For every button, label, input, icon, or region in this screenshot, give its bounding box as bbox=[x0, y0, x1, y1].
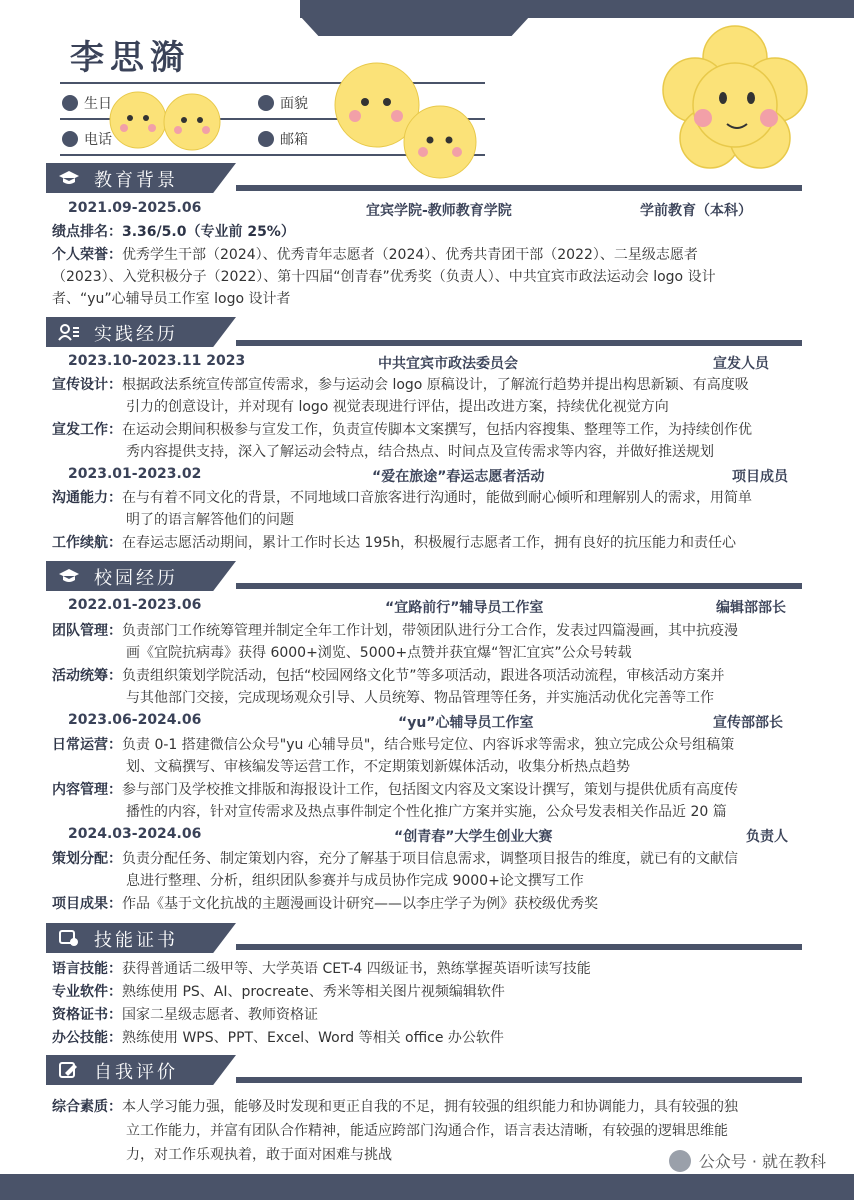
campus2-ops-label: 日常运营： bbox=[52, 737, 122, 753]
section-practice-header bbox=[46, 317, 246, 347]
campus2-org: “yu”心辅导员工作室 bbox=[398, 715, 534, 731]
skills-office-row bbox=[52, 1027, 797, 1049]
campus2-ops-text-1: 负责 0-1 搭建微信公众号"yu 心辅导员"，结合账号定位、内容诉求等需求，独立完成公众号组稿策 bbox=[122, 737, 735, 753]
pencil-icon bbox=[58, 1061, 80, 1079]
practice1-design-row bbox=[52, 374, 797, 396]
people-icon bbox=[58, 323, 80, 341]
campus3-org: “创青春”大学生创业大赛 bbox=[394, 829, 553, 845]
practice1-promo-text-1: 在运动会期间积极参与宣发工作，负责宣传脚本文案撰写，包括内容搜集、整理等工作，为持续创作优 bbox=[122, 422, 752, 438]
top-decor-tab bbox=[300, 16, 530, 36]
section-self-rule bbox=[236, 1077, 802, 1083]
practice1-promo-text-2: 秀内容提供支持，深入了解运动会特点，结合热点、时间点及宣传需求等内容，并做好推送规划 bbox=[126, 444, 714, 460]
practice2-comm-text-2: 明了的语言解答他们的问题 bbox=[126, 512, 294, 528]
practice2-org: “爱在旅途”春运志愿者活动 bbox=[372, 469, 545, 485]
section-campus-rule bbox=[236, 583, 802, 589]
practice1-design-text-2: 引力的创意设计，并对现有 logo 视觉表现进行评估，提出改进方案，持续优化视觉方向 bbox=[126, 399, 669, 415]
section-skills-title: 技能证书 bbox=[94, 930, 178, 951]
skills-office-label: 办公技能： bbox=[52, 1030, 122, 1046]
self-text-2: 立工作能力，并富有团队合作精神，能适应跨部门沟通合作，语言表达清晰，有较强的逻辑思维能 bbox=[126, 1123, 728, 1139]
campus3-result-text-1: 作品《基于文化抗战的主题漫画设计研究——以李庄学子为例》获校级优秀奖 bbox=[122, 896, 598, 912]
flower-sticker-small bbox=[100, 78, 230, 163]
campus3-plan-text-1: 负责分配任务、制定策划内容，充分了解基于项目信息需求，调整项目报告的维度，就已有的文献信 bbox=[122, 851, 738, 867]
campus1-team-label: 团队管理： bbox=[52, 623, 122, 639]
rank-value: 3.36/5.0（专业前 25%） bbox=[122, 224, 295, 240]
email-field bbox=[258, 129, 308, 149]
section-practice-rule bbox=[236, 340, 802, 346]
certificate-icon bbox=[58, 929, 80, 947]
practice1-promo-label: 宣发工作： bbox=[52, 422, 122, 438]
practice1-design-text-1: 根据政法系统宣传部宣传需求，参与运动会 logo 原稿设计，了解流行趋势并提出构思新颖、有高度吸 bbox=[122, 377, 749, 393]
campus2-content-text-2: 播性的内容，针对宣传需求及热点事件制定个性化推广方案并实施，公众号发表相关作品近 20 篇 bbox=[126, 804, 727, 820]
campus3-result-row bbox=[52, 893, 797, 915]
skills-cert-row bbox=[52, 1004, 797, 1026]
phone-icon bbox=[62, 131, 78, 147]
education-rank-row bbox=[52, 221, 797, 243]
section-education-title: 教育背景 bbox=[94, 170, 178, 191]
campus3-result-label: 项目成果： bbox=[52, 896, 122, 912]
education-date: 2021.09-2025.06 bbox=[68, 200, 202, 216]
education-major: 学前教育（本科） bbox=[640, 203, 752, 219]
education-honor-row bbox=[52, 244, 797, 266]
campus2-content-row bbox=[52, 779, 797, 801]
campus3-plan-text-2: 息进行整理、分析，组织团队参赛并与成员协作完成 9000+论文撰写工作 bbox=[126, 873, 584, 889]
mail-icon bbox=[258, 131, 274, 147]
skills-office-text: 熟练使用 WPS、PPT、Excel、Word 等相关 office 办公软件 bbox=[122, 1030, 504, 1046]
graduation-cap-icon bbox=[58, 169, 80, 187]
campus2-content-text-1: 参与部门及学校推文排版和海报设计工作，包括图文内容及文案设计撰写，策划与提供优质有高度传 bbox=[122, 782, 738, 798]
location-icon bbox=[258, 95, 274, 111]
practice2-work-label: 工作续航： bbox=[52, 535, 122, 551]
section-skills-header bbox=[46, 923, 246, 953]
skills-lang-row bbox=[52, 958, 797, 980]
skills-cert-label: 资格证书： bbox=[52, 1007, 122, 1023]
campus2-ops-text-2: 划、文稿撰写、审核编发等运营工作，不定期策划新媒体活动，收集分析热点趋势 bbox=[126, 759, 630, 775]
practice1-date: 2023.10-2023.11 2023 bbox=[68, 353, 246, 369]
graduation-cap-icon bbox=[58, 567, 80, 585]
self-label: 综合素质： bbox=[52, 1099, 122, 1115]
skills-soft-label: 专业软件： bbox=[52, 984, 122, 1000]
bottom-decor-bar bbox=[0, 1174, 854, 1200]
practice1-design-label: 宣传设计： bbox=[52, 377, 122, 393]
resume-name: 李思漪 bbox=[70, 38, 190, 78]
campus2-ops-row bbox=[52, 734, 797, 756]
email-label: 邮箱 bbox=[280, 132, 308, 148]
campus3-role: 负责人 bbox=[746, 829, 788, 845]
campus1-event-label: 活动统筹： bbox=[52, 668, 122, 684]
education-school: 宜宾学院-教师教育学院 bbox=[366, 203, 512, 219]
campus1-team-text-2: 画《宜院抗病毒》获得 6000+浏览、5000+点赞并获宜爆“智汇宜宾”公众号转载 bbox=[126, 645, 632, 661]
political-label: 面貌 bbox=[280, 96, 308, 112]
campus2-date: 2023.06-2024.06 bbox=[68, 712, 202, 728]
honor-text-2: （2023）、入党积极分子（2022）、第十四届“创青春”优秀奖（负责人）、中共宜宾市政法运动会 logo 设计 bbox=[52, 269, 716, 285]
honor-text-3: 者、“yu”心辅导员工作室 logo 设计者 bbox=[52, 291, 291, 307]
self-text-3: 力，对工作乐观执着，敢于面对困难与挑战 bbox=[126, 1147, 392, 1163]
honor-text-1: 优秀学生干部（2024）、优秀青年志愿者（2024）、优秀共青团干部（2022）、二星级志愿者 bbox=[122, 247, 698, 263]
birthday-label: 生日 bbox=[84, 96, 112, 112]
rank-label: 绩点排名： bbox=[52, 224, 122, 240]
skills-soft-text: 熟练使用 PS、AI、procreate、秀米等相关图片视频编辑软件 bbox=[122, 984, 505, 1000]
wechat-watermark bbox=[669, 1149, 826, 1172]
political-field bbox=[258, 93, 308, 113]
calendar-icon bbox=[62, 95, 78, 111]
campus3-plan-label: 策划分配： bbox=[52, 851, 122, 867]
campus1-team-text-1: 负责部门工作统筹管理并制定全年工作计划，带领团队进行分工合作，发表过四篇漫画，其中抗疫漫 bbox=[122, 623, 738, 639]
section-campus-title: 校园经历 bbox=[94, 568, 178, 589]
campus2-role: 宣传部部长 bbox=[713, 715, 783, 731]
flower-sticker-middle bbox=[325, 50, 480, 185]
campus1-team-row bbox=[52, 620, 797, 642]
skills-soft-row bbox=[52, 981, 797, 1003]
honor-label: 个人荣誉： bbox=[52, 247, 122, 263]
practice2-work-text-1: 在春运志愿活动期间，累计工作时长达 195h，积极履行志愿者工作，拥有良好的抗压能力和责任心 bbox=[122, 535, 737, 551]
section-education-rule bbox=[236, 185, 802, 191]
section-self-title: 自我评价 bbox=[94, 1062, 178, 1083]
wechat-icon bbox=[669, 1150, 691, 1172]
campus1-event-row bbox=[52, 665, 797, 687]
watermark-text: 公众号 · 就在教科 bbox=[698, 1152, 826, 1171]
campus1-org: “宜路前行”辅导员工作室 bbox=[385, 600, 544, 616]
flower-sticker-large bbox=[655, 20, 815, 180]
self-row bbox=[52, 1096, 797, 1118]
campus3-plan-row bbox=[52, 848, 797, 870]
section-skills-rule bbox=[236, 944, 802, 950]
skills-cert-text: 国家二星级志愿者、教师资格证 bbox=[122, 1007, 318, 1023]
campus1-role: 编辑部部长 bbox=[716, 600, 786, 616]
practice1-promo-row bbox=[52, 419, 797, 441]
skills-lang-text: 获得普通话二级甲等、大学英语 CET-4 四级证书，熟练掌握英语听读写技能 bbox=[122, 961, 591, 977]
top-decor-bar bbox=[300, 0, 854, 18]
practice2-role: 项目成员 bbox=[732, 469, 788, 485]
practice2-date: 2023.01-2023.02 bbox=[68, 466, 202, 482]
section-practice-title: 实践经历 bbox=[94, 324, 178, 345]
section-education-header bbox=[46, 163, 246, 193]
practice2-comm-text-1: 在与有着不同文化的背景，不同地域口音旅客进行沟通时，能做到耐心倾听和理解别人的需求，用简单 bbox=[122, 490, 752, 506]
self-text-1: 本人学习能力强，能够及时发现和更正自我的不足，拥有较强的组织能力和协调能力，具有较强的独 bbox=[122, 1099, 738, 1115]
practice1-org: 中共宜宾市政法委员会 bbox=[378, 356, 518, 372]
practice2-work-row bbox=[52, 532, 797, 554]
campus1-date: 2022.01-2023.06 bbox=[68, 597, 202, 613]
practice2-comm-label: 沟通能力： bbox=[52, 490, 122, 506]
campus1-event-text-1: 负责组织策划学院活动，包括“校园网络文化节”等多项活动，跟进各项活动流程，审核活动方案并 bbox=[122, 668, 725, 684]
campus2-content-label: 内容管理： bbox=[52, 782, 122, 798]
section-self-header bbox=[46, 1055, 246, 1085]
phone-label: 电话 bbox=[84, 132, 112, 148]
campus1-event-text-2: 与其他部门交接，完成现场观众引导、人员统筹、物品管理等任务，并实施活动优化完善等工作 bbox=[126, 690, 714, 706]
skills-lang-label: 语言技能： bbox=[52, 961, 122, 977]
campus3-date: 2024.03-2024.06 bbox=[68, 826, 202, 842]
practice2-comm-row bbox=[52, 487, 797, 509]
practice1-role: 宣发人员 bbox=[713, 356, 769, 372]
section-campus-header bbox=[46, 561, 246, 591]
